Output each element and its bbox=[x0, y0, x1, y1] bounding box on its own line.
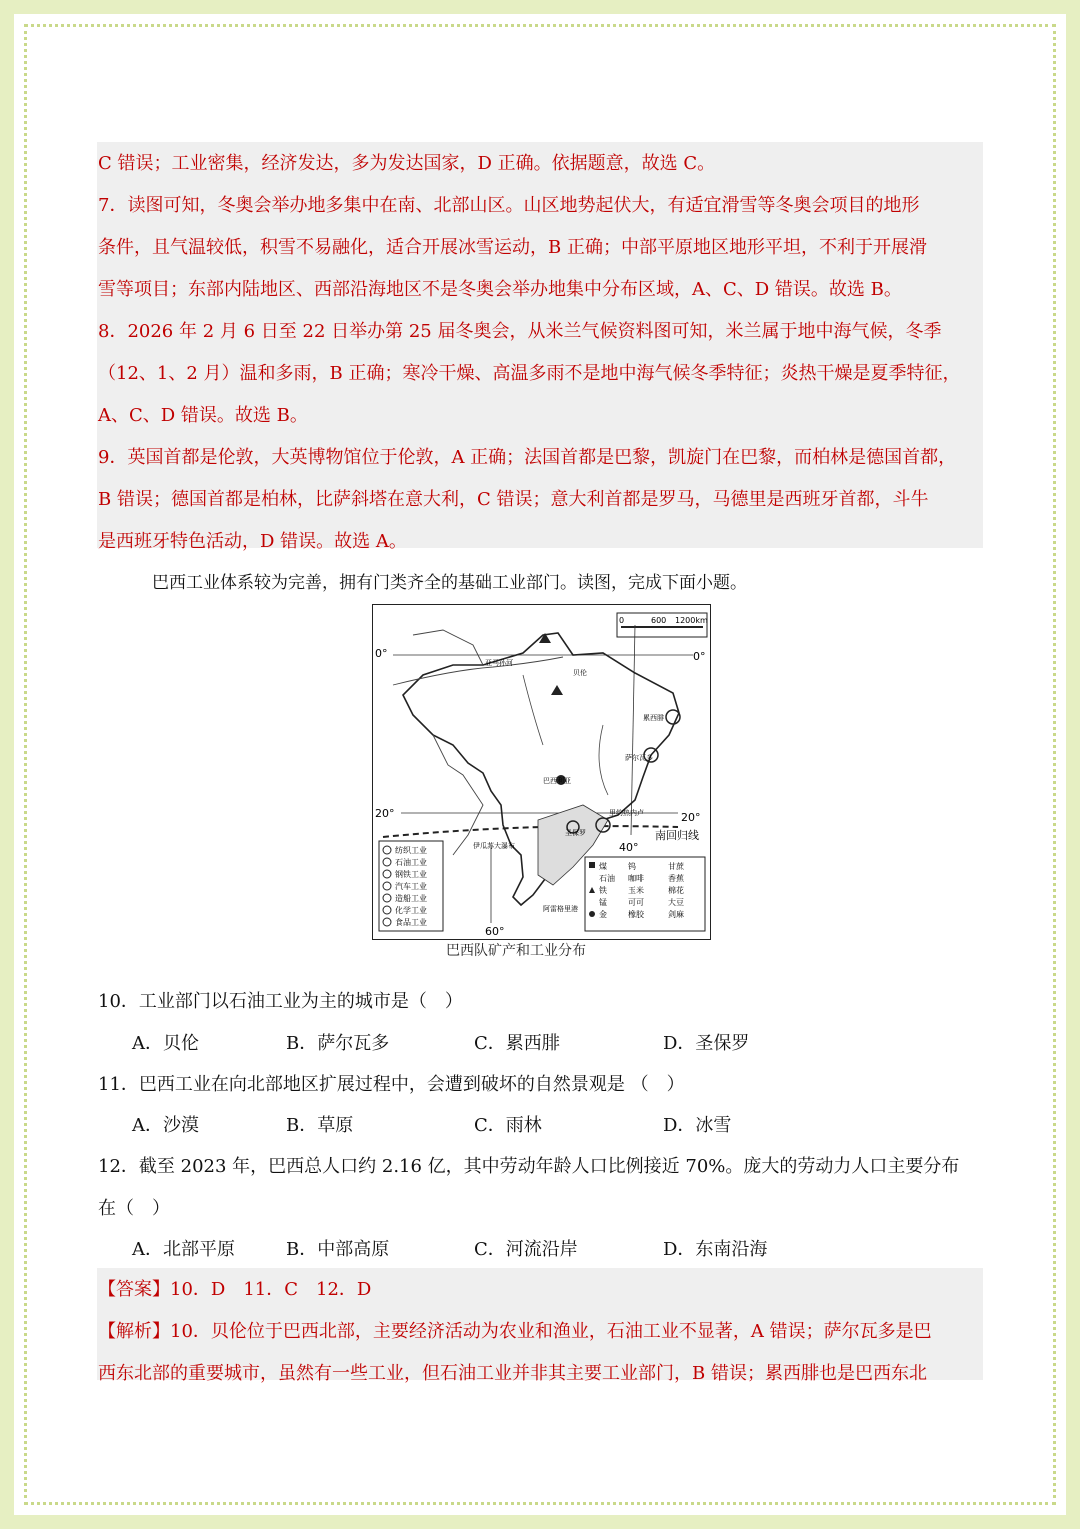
legend-industry: 造船工业 bbox=[395, 894, 427, 903]
analysis-line: 雪等项目；东部内陆地区、西部沿海地区不是冬奥会举办地集中分布区域，A、C、D 错误。故选 B。 bbox=[98, 279, 902, 300]
analysis-line: C 错误；工业密集，经济发达，多为发达国家，D 正确。依据题意，故选 C。 bbox=[98, 153, 716, 174]
option-b: B．草原 bbox=[286, 1115, 354, 1136]
option-a: A．沙漠 bbox=[132, 1115, 199, 1136]
iron-symbol bbox=[551, 685, 563, 695]
legend-industry: 汽车工业 bbox=[395, 882, 427, 891]
legend-resource: 钨 bbox=[628, 862, 636, 871]
scale-label-0: 0 bbox=[619, 616, 625, 625]
legend-resource: 大豆 bbox=[668, 898, 684, 907]
brazil-map-graphic bbox=[373, 605, 710, 939]
legend-resource: 玉米 bbox=[628, 886, 644, 895]
lon-40-label: 40° bbox=[619, 841, 639, 854]
analysis-line: A、C、D 错误。故选 B。 bbox=[98, 405, 308, 426]
legend-industry: 钢铁工业 bbox=[395, 870, 427, 879]
legend-industry: 食品工业 bbox=[395, 918, 427, 927]
amazon-river bbox=[393, 657, 563, 685]
analysis-line: B 错误；德国首都是柏林，比萨斜塔在意大利，C 错误；意大利首都是罗马，马德里是西班牙首都，斗牛 bbox=[98, 489, 929, 510]
legend-resource: 金 bbox=[599, 910, 607, 919]
legend-resource: 棉花 bbox=[668, 886, 684, 895]
answer-line: 【答案】10．D 11．C 12．D bbox=[98, 1279, 372, 1300]
option-b: B．萨尔瓦多 bbox=[286, 1033, 390, 1054]
legend-resource: 铁 bbox=[599, 886, 607, 895]
question-12-cont: 在（ ） bbox=[98, 1198, 170, 1219]
analysis-line: 8．2026 年 2 月 6 日至 22 日举办第 25 届冬奥会，从米兰气候资料图可知，米兰属于地中海气候，冬季 bbox=[98, 321, 942, 342]
option-c: C．雨林 bbox=[474, 1115, 542, 1136]
legend-resource: 咖啡 bbox=[628, 874, 644, 883]
place-sao-paulo: 圣保罗 bbox=[565, 829, 586, 837]
legend-resource: 甘蔗 bbox=[668, 862, 684, 871]
question-12: 12．截至 2023 年，巴西总人口约 2.16 亿，其中劳动年龄人口比例接近 70%。庞大的劳动力人口主要分布 bbox=[98, 1156, 960, 1177]
scale-label-1200: 1200km bbox=[675, 616, 708, 625]
intro-text: 巴西工业体系较为完善，拥有门类齐全的基础工业部门。读图，完成下面小题。 bbox=[152, 573, 747, 593]
lat-20-right: 20° bbox=[681, 811, 701, 824]
option-a: A．贝伦 bbox=[132, 1033, 199, 1054]
place-iguazu: 伊瓜苏大瀑布 bbox=[473, 842, 515, 850]
place-porto-alegre: 阿雷格里港 bbox=[543, 905, 578, 913]
place-rio: 里约热内卢 bbox=[609, 809, 644, 817]
legend-resource: 可可 bbox=[628, 898, 644, 907]
analysis-line: 条件，且气温较低，积雪不易融化，适合开展冰雪运动，B 正确；中部平原地区地形平坦，不利于开展滑 bbox=[98, 237, 927, 258]
option-b: B．中部高原 bbox=[286, 1239, 390, 1260]
question-11: 11．巴西工业在向北部地区扩展过程中，会遭到破坏的自然景观是 （ ） bbox=[98, 1074, 685, 1095]
legend-resource: 香蕉 bbox=[668, 874, 684, 883]
brazil-map bbox=[372, 604, 711, 940]
analysis-line: （12、1、2 月）温和多雨，B 正确；寒冷干燥、高温多雨不是地中海气候冬季特征；炎热干燥是夏季特征， bbox=[98, 363, 961, 384]
analysis-line: 是西班牙特色活动，D 错误。故选 A。 bbox=[98, 531, 407, 552]
legend-industry: 化学工业 bbox=[395, 906, 427, 915]
legend-resource: 橡胶 bbox=[628, 910, 644, 919]
place-salvador: 萨尔瓦多 bbox=[625, 754, 653, 762]
option-d: D．东南沿海 bbox=[663, 1239, 768, 1260]
legend-industry: 石油工业 bbox=[395, 858, 427, 867]
lat-0-left: 0° bbox=[375, 647, 388, 660]
place-brasilia: 巴西利亚 bbox=[543, 777, 571, 785]
analysis-line: 7．读图可知，冬奥会举办地多集中在南、北部山区。山区地势起伏大，有适宜滑雪等冬奥会项目的地形 bbox=[98, 195, 920, 216]
legend-gold-icon bbox=[589, 911, 595, 917]
place-recife: 累西腓 bbox=[643, 714, 664, 722]
tropic-line bbox=[383, 826, 678, 837]
option-d: D．冰雪 bbox=[663, 1115, 732, 1136]
place-amazon: 亚马孙河 bbox=[485, 659, 513, 667]
legend-resource: 煤 bbox=[599, 862, 607, 871]
question-10: 10．工业部门以石油工业为主的城市是（ ） bbox=[98, 991, 463, 1012]
legend-industry: 纺织工业 bbox=[395, 846, 427, 855]
scale-label-600: 600 bbox=[651, 616, 667, 625]
legend-resource: 剑麻 bbox=[668, 910, 684, 919]
option-a: A．北部平原 bbox=[132, 1239, 235, 1260]
river bbox=[599, 725, 608, 795]
tropic-label: 南回归线 bbox=[655, 829, 699, 842]
place-belem: 贝伦 bbox=[573, 669, 587, 677]
river bbox=[523, 675, 543, 745]
option-c: C．累西腓 bbox=[474, 1033, 560, 1054]
legend-resource: 锰 bbox=[599, 898, 607, 907]
analysis-line: 【解析】10．贝伦位于巴西北部，主要经济活动为农业和渔业，石油工业不显著，A 错误；萨尔瓦多是巴 bbox=[98, 1321, 932, 1342]
option-c: C．河流沿岸 bbox=[474, 1239, 578, 1260]
analysis-line: 9．英国首都是伦敦，大英博物馆位于伦敦，A 正确；法国首都是巴黎，凯旋门在巴黎，而柏林是德国首都， bbox=[98, 447, 957, 468]
legend-resource: 石油 bbox=[599, 874, 615, 883]
lat-20-left: 20° bbox=[375, 807, 395, 820]
legend-coal-icon bbox=[589, 862, 595, 868]
lon-60-label: 60° bbox=[485, 925, 505, 938]
option-d: D．圣保罗 bbox=[663, 1033, 750, 1054]
analysis-line: 西东北部的重要城市，虽然有一些工业，但石油工业并非其主要工业部门，B 错误；累西腓也是巴西东北 bbox=[98, 1363, 927, 1384]
lat-0-right: 0° bbox=[693, 650, 706, 663]
map-caption: 巴西队矿产和工业分布 bbox=[446, 943, 586, 959]
